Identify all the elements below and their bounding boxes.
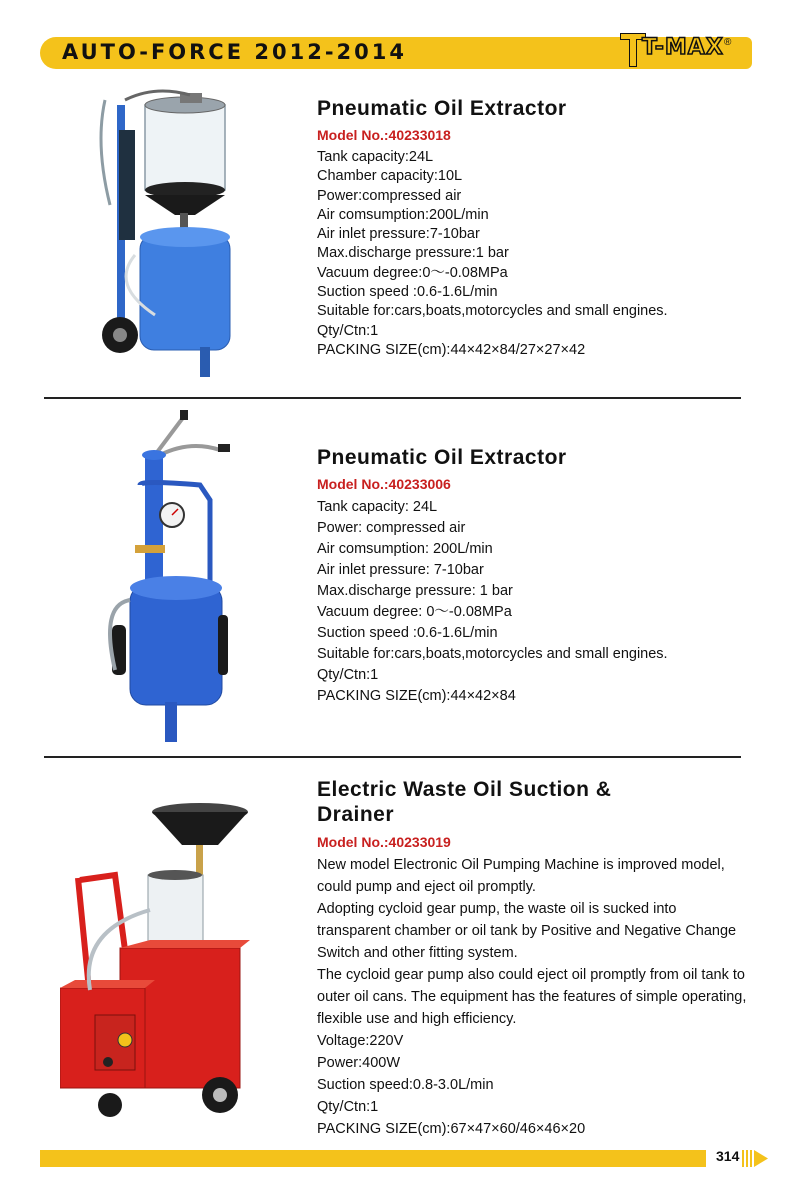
spec-line: Max.discharge pressure: 1 bar — [317, 583, 513, 599]
spec-line: Air comsumption:200L/min — [317, 206, 489, 223]
section-divider — [44, 397, 741, 399]
brand-name: T-MAX — [642, 35, 724, 60]
spec-line: Air comsumption: 200L/min — [317, 541, 493, 557]
registered-mark: ® — [724, 37, 732, 48]
spec-line: Vacuum degree: 0～-0.08MPa — [317, 604, 512, 620]
spec-line: Suction speed :0.6-1.6L/min — [317, 284, 498, 301]
spec-line: Power:400W — [317, 1055, 401, 1071]
spec-line: Suction speed :0.6-1.6L/min — [317, 625, 498, 641]
spec-line: Qty/Ctn:1 — [317, 667, 379, 683]
pneumatic-oil-extractor-image-2 — [100, 410, 250, 745]
spec-line: Power:compressed air — [317, 187, 462, 204]
product-model-number: Model No.:40233019 — [317, 834, 451, 850]
description-paragraph: Adopting cycloid gear pump, the waste oil is sucked into transparent chamber or oil tank by Positive and Negative Change Switch and other fitting system. — [317, 901, 737, 961]
spec-line: PACKING SIZE(cm):67×47×60/46×46×20 — [317, 1121, 586, 1137]
section-divider — [44, 756, 741, 758]
spec-line: Max.discharge pressure:1 bar — [317, 245, 509, 262]
product-title: Pneumatic Oil Extractor — [317, 446, 567, 469]
spec-line: Qty/Ctn:1 — [317, 322, 379, 339]
pneumatic-oil-extractor-image-1 — [95, 85, 255, 385]
spec-line: Vacuum degree:0～-0.08MPa — [317, 264, 508, 281]
electric-waste-oil-drainer-image — [60, 800, 275, 1120]
product-model-number: Model No.:40233006 — [317, 476, 451, 492]
spec-line: Tank capacity: 24L — [317, 499, 438, 515]
spec-line: Chamber capacity:10L — [317, 168, 463, 185]
product-model-number: Model No.:40233018 — [317, 127, 451, 143]
spec-line: Qty/Ctn:1 — [317, 1099, 379, 1115]
product-title: Pneumatic Oil Extractor — [317, 97, 567, 120]
spec-line: Power: compressed air — [317, 520, 466, 536]
spec-line: Suitable for:cars,boats,motorcycles and small engines. — [317, 303, 668, 320]
catalog-title: AUTO-FORCE 2012-2014 — [62, 40, 407, 64]
spec-line: Suction speed:0.8-3.0L/min — [317, 1077, 494, 1093]
description-paragraph: The cycloid gear pump also could eject oil promptly from oil tank to outer oil cans. The equipment has the features of simple operating, flexible use and high efficiency. — [317, 967, 747, 1027]
spec-line: Tank capacity:24L — [317, 149, 434, 165]
page-number: 314 — [716, 1148, 740, 1164]
spec-line: PACKING SIZE(cm):44×42×84 — [317, 688, 516, 704]
footer-stripes-icon — [742, 1150, 752, 1167]
product-title-line-1: Electric Waste Oil Suction & — [317, 778, 612, 801]
spec-line: Voltage:220V — [317, 1033, 404, 1049]
spec-line: Suitable for:cars,boats,motorcycles and small engines. — [317, 646, 668, 662]
spec-line: Air inlet pressure: 7-10bar — [317, 562, 484, 578]
spec-line: PACKING SIZE(cm):44×42×84/27×27×42 — [317, 341, 586, 358]
footer-bar — [40, 1150, 706, 1167]
next-arrow-icon — [754, 1150, 768, 1167]
brand-logo — [620, 31, 736, 71]
description-paragraph: New model Electronic Oil Pumping Machine is improved model, could pump and eject oil promptly. — [317, 857, 725, 895]
product-title-line-2: Drainer — [317, 803, 395, 826]
spec-line: Air inlet pressure:7-10bar — [317, 226, 480, 243]
